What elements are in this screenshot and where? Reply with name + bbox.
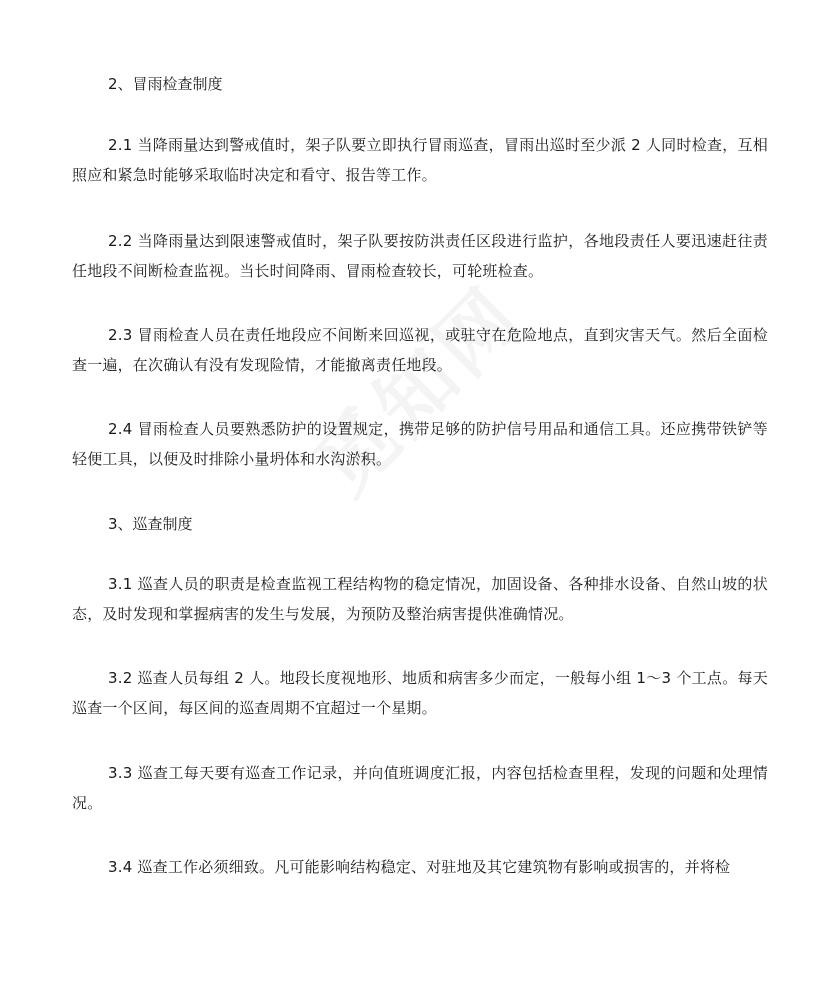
paragraph-3-4: 3.4 巡查工作必须细致。凡可能影响结构稳定、对驻地及其它建筑物有影响或损害的，并将检 <box>108 858 731 876</box>
paragraph-2-2-block <box>72 226 768 286</box>
paragraph-3-3-block <box>72 758 768 818</box>
section-3-heading: 3、巡查制度 <box>108 515 193 533</box>
paragraph-2-1: 2.1 当降雨量达到警戒值时，架子队要立即执行冒雨巡查，冒雨出巡时至少派 2 人同时检查，互相照应和紧急时能够采取临时决定和看守、报告等工作。 <box>72 136 768 184</box>
paragraph-2-4-block <box>72 414 768 474</box>
paragraph-2-1-block <box>72 130 768 190</box>
paragraph-2-4: 2.4 冒雨检查人员要熟悉防护的设置规定，携带足够的防护信号用品和通信工具。还应携带铁铲等轻便工具，以便及时排除小量坍体和水沟淤积。 <box>72 420 768 468</box>
paragraph-3-1-block <box>72 569 768 629</box>
paragraph-3-2: 3.2 巡查人员每组 2 人。地段长度视地形、地质和病害多少而定，一般每小组 1～3 个工点。每天巡查一个区间，每区间的巡查周期不宜超过一个星期。 <box>72 669 768 717</box>
section-2-heading: 2、冒雨检查制度 <box>108 75 223 93</box>
paragraph-3-3: 3.3 巡查工每天要有巡查工作记录，并向值班调度汇报，内容包括检查里程，发现的问题和处理情况。 <box>72 764 768 812</box>
paragraph-2-2: 2.2 当降雨量达到限速警戒值时，架子队要按防洪责任区段进行监护，各地段责任人要迅速赶往责任地段不间断检查监视。当长时间降雨、冒雨检查较长，可轮班检查。 <box>72 232 768 280</box>
section-2-heading-block <box>72 69 768 99</box>
paragraph-2-3: 2.3 冒雨检查人员在责任地段应不间断来回巡视，或驻守在危险地点，直到灾害天气。然后全面检查一遍，在次确认有没有发现险情，才能撤离责任地段。 <box>72 326 768 374</box>
section-3-heading-block <box>72 509 768 539</box>
paragraph-3-1: 3.1 巡查人员的职责是检查监视工程结构物的稳定情况，加固设备、各种排水设备、自然山坡的状态，及时发现和掌握病害的发生与发展，为预防及整治病害提供准确情况。 <box>72 575 768 623</box>
paragraph-2-3-block <box>72 320 768 380</box>
paragraph-3-2-block <box>72 663 768 723</box>
paragraph-3-4-block <box>72 852 768 882</box>
